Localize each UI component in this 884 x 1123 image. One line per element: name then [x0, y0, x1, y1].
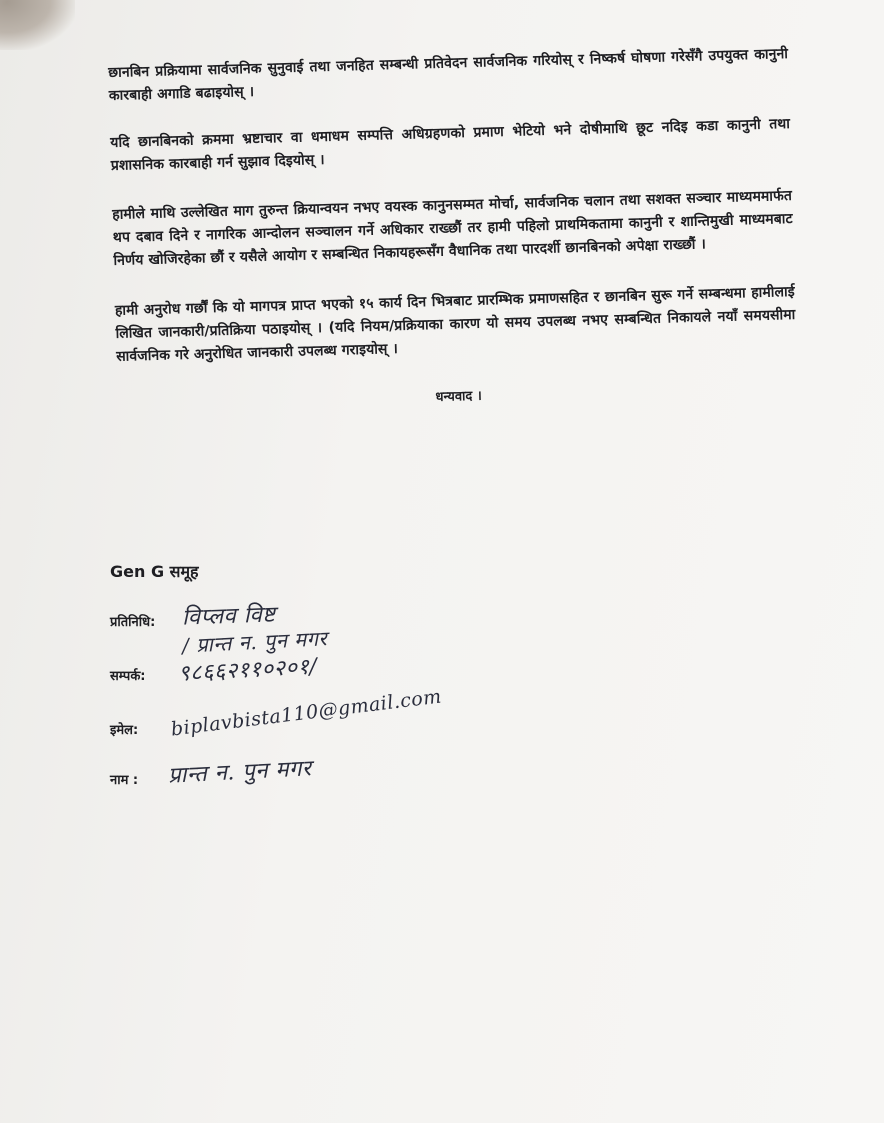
paragraph-public-hearing: छानबिन प्रक्रियामा सार्वजनिक सुनुवाई तथा जनहित सम्बन्धी प्रतिवेदन सार्वजनिक गरियोस् र निष्कर्ष घोषणा गरेसँगै उपयुक्त कानुनी कारबाही अगाडि बढाइयोस् ।	[108, 46, 789, 104]
email-label: इमेल:	[110, 723, 139, 738]
closing-thanks: धन्यवाद ।	[435, 388, 483, 405]
representative-label: प्रतिनिधि:	[110, 615, 156, 630]
paragraph-request-deadline: हामी अनुरोध गर्छौं कि यो मागपत्र प्राप्त भएको १५ कार्य दिन भित्रबाट प्रारम्भिक प्रमाणसहित र छानबिन सुरू गर्ने सम्बन्धमा हामीलाई लिखित जानकारी/प्रतिक्रिया पठाइयोस् । (यदि नियम/प्रक्रियाका कारण यो समय उपलब्ध नभए सम्बन्धित निकायले नयाँ समयसीमा सार्वजनिक गरे अनुरोधित जानकारी उपलब्ध गराइयोस् ।	[114, 283, 796, 365]
email-handwritten: biplavbista110@gmail.com	[169, 685, 443, 741]
paragraph-rights-statement: हामीले माथि उल्लेखित माग तुरुन्त क्रियान्वयन नभए वयस्क कानुनसम्मत मोर्चा, सार्वजनिक चलान तथा सशक्त सञ्चार माध्यममार्फत थप दबाव दिने र नागरिक आन्दोलन सञ्चालन गर्ने अधिकार राख्छौं तर हामी पहिलो प्राथमिकतामा कानुनी र शान्तिमुखी माध्यमबाट निर्णय खोजिरहेका छौं र यसैले आयोग र सम्बन्धित निकायहरूसँग वैधानिक तथा पारदर्शी छानबिनको अपेक्षा राख्छौं ।	[112, 187, 793, 269]
representative-handwritten: विप्लव विष्ट	[181, 602, 276, 631]
contact-label: सम्पर्क:	[110, 669, 146, 684]
name-handwritten: प्रान्त न. पुन मगर	[167, 756, 313, 789]
letter-body	[108, 43, 798, 414]
name-label: नाम :	[110, 773, 139, 788]
representative-handwritten-second: / प्रान्त न. पुन मगर	[181, 626, 328, 658]
group-name: Gen G समूह	[110, 562, 199, 581]
paragraph-corruption-action: यदि छानबिनको क्रममा भ्रष्टाचार वा धमाधम सम्पत्ति अधिग्रहणको प्रमाण भेटियो भने दोषीमाथि छूट नदिइ कडा कानुनी तथा प्रशासनिक कारबाही गर्न सुझाव दिइयोस् ।	[110, 115, 791, 174]
contact-handwritten: ९८६६२११०२०१/	[177, 654, 318, 687]
page-corner-shadow	[0, 0, 75, 50]
